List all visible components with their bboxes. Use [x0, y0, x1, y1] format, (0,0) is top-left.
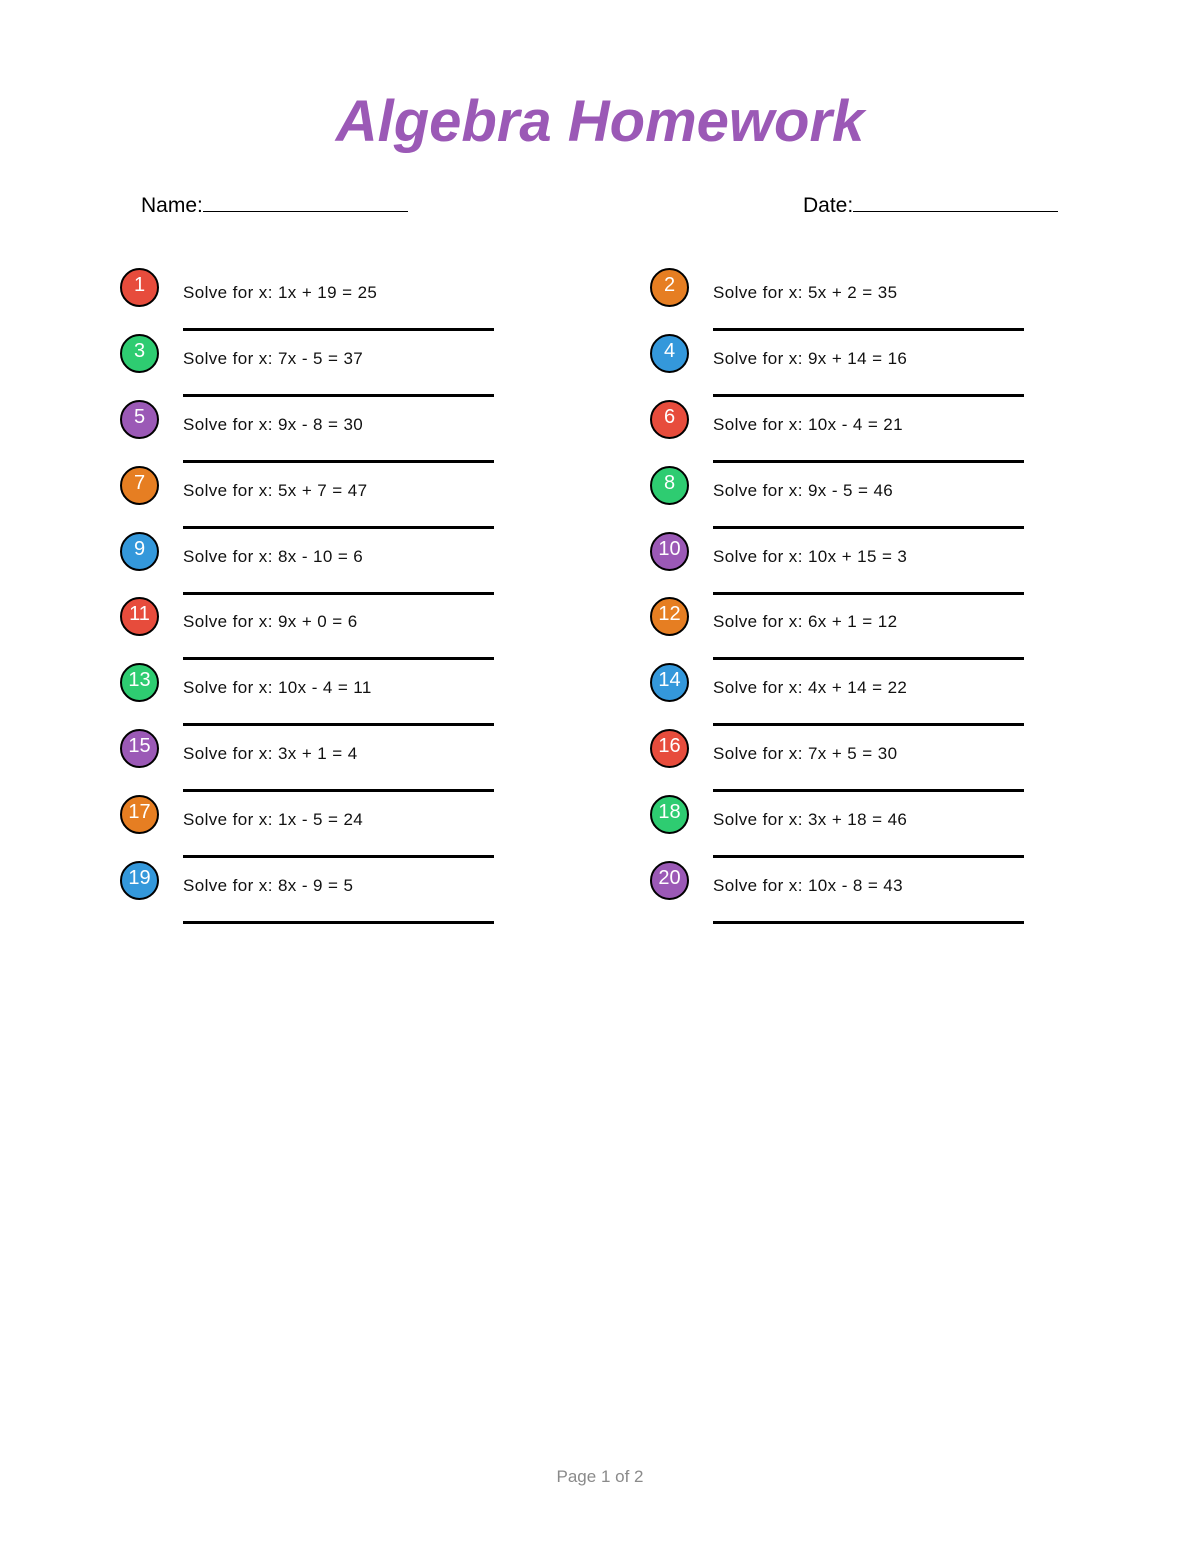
problem-text: Solve for x: 10x - 4 = 21 — [713, 415, 904, 434]
problem-item — [650, 466, 1050, 532]
problem-text: Solve for x: 8x - 10 = 6 — [183, 547, 364, 566]
problem-text: Solve for x: 4x + 14 = 22 — [713, 678, 908, 697]
problem-item — [120, 268, 520, 334]
problem-text: Solve for x: 10x + 15 = 3 — [713, 547, 908, 566]
answer-line[interactable] — [713, 394, 1024, 397]
problem-number-badge: 4 — [650, 334, 689, 373]
page-footer: Page 1 of 2 — [556, 1467, 644, 1486]
problem-item — [650, 400, 1050, 466]
answer-line[interactable] — [183, 592, 494, 595]
problem-number-badge: 12 — [650, 597, 689, 636]
problem-number-badge: 9 — [120, 532, 159, 571]
problem-item — [650, 663, 1050, 729]
problem-number-badge: 2 — [650, 268, 689, 307]
answer-line[interactable] — [713, 855, 1024, 858]
problem-number-badge: 19 — [120, 861, 159, 900]
problem-item — [120, 466, 520, 532]
answer-line[interactable] — [713, 460, 1024, 463]
problem-item — [650, 729, 1050, 795]
problem-number-badge: 6 — [650, 400, 689, 439]
problem-text: Solve for x: 8x - 9 = 5 — [183, 876, 354, 895]
problem-text: Solve for x: 3x + 18 = 46 — [713, 810, 908, 829]
answer-line[interactable] — [713, 921, 1024, 924]
problem-number-badge: 17 — [120, 795, 159, 834]
answer-line[interactable] — [183, 526, 494, 529]
problem-item — [650, 268, 1050, 334]
answer-line[interactable] — [713, 789, 1024, 792]
answer-line[interactable] — [713, 657, 1024, 660]
problem-text: Solve for x: 9x - 5 = 46 — [713, 481, 894, 500]
problem-item — [120, 597, 520, 663]
problem-number-badge: 18 — [650, 795, 689, 834]
problem-text: Solve for x: 6x + 1 = 12 — [713, 612, 898, 631]
problem-text: Solve for x: 9x - 8 = 30 — [183, 415, 364, 434]
problem-number-badge: 13 — [120, 663, 159, 702]
problem-text: Solve for x: 9x + 0 = 6 — [183, 612, 358, 631]
problem-item — [120, 795, 520, 861]
problem-number-badge: 16 — [650, 729, 689, 768]
problem-text: Solve for x: 7x - 5 = 37 — [183, 349, 364, 368]
problem-item — [120, 334, 520, 400]
answer-line[interactable] — [183, 789, 494, 792]
answer-line[interactable] — [713, 328, 1024, 331]
problem-number-badge: 15 — [120, 729, 159, 768]
problem-item — [650, 532, 1050, 598]
problem-item — [120, 400, 520, 466]
answer-line[interactable] — [183, 657, 494, 660]
answer-line[interactable] — [183, 723, 494, 726]
problem-text: Solve for x: 10x - 8 = 43 — [713, 876, 904, 895]
problem-text: Solve for x: 7x + 5 = 30 — [713, 744, 898, 763]
answer-line[interactable] — [183, 328, 494, 331]
problem-item — [120, 663, 520, 729]
problem-number-badge: 10 — [650, 532, 689, 571]
problem-text: Solve for x: 10x - 4 = 11 — [183, 678, 372, 697]
problem-number-badge: 1 — [120, 268, 159, 307]
problem-number-badge: 11 — [120, 597, 159, 636]
answer-line[interactable] — [183, 921, 494, 924]
answer-line[interactable] — [183, 855, 494, 858]
problem-number-badge: 7 — [120, 466, 159, 505]
problem-item — [120, 729, 520, 795]
problem-text: Solve for x: 9x + 14 = 16 — [713, 349, 908, 368]
page-title: Algebra Homework — [335, 89, 865, 154]
answer-line[interactable] — [713, 592, 1024, 595]
problem-text: Solve for x: 1x + 19 = 25 — [183, 283, 378, 302]
problem-number-badge: 3 — [120, 334, 159, 373]
problem-number-badge: 8 — [650, 466, 689, 505]
problem-item — [120, 861, 520, 927]
problem-item — [650, 597, 1050, 663]
problem-item — [120, 532, 520, 598]
problem-text: Solve for x: 5x + 2 = 35 — [713, 283, 898, 302]
problem-text: Solve for x: 1x - 5 = 24 — [183, 810, 364, 829]
answer-line[interactable] — [183, 394, 494, 397]
answer-line[interactable] — [713, 723, 1024, 726]
problem-item — [650, 795, 1050, 861]
problem-number-badge: 5 — [120, 400, 159, 439]
answer-line[interactable] — [183, 460, 494, 463]
date-label: Date: — [803, 194, 854, 217]
problem-text: Solve for x: 3x + 1 = 4 — [183, 744, 358, 763]
problem-number-badge: 14 — [650, 663, 689, 702]
problem-item — [650, 334, 1050, 400]
name-label: Name: — [141, 194, 203, 217]
problem-item — [650, 861, 1050, 927]
problem-text: Solve for x: 5x + 7 = 47 — [183, 481, 368, 500]
answer-line[interactable] — [713, 526, 1024, 529]
problem-number-badge: 20 — [650, 861, 689, 900]
